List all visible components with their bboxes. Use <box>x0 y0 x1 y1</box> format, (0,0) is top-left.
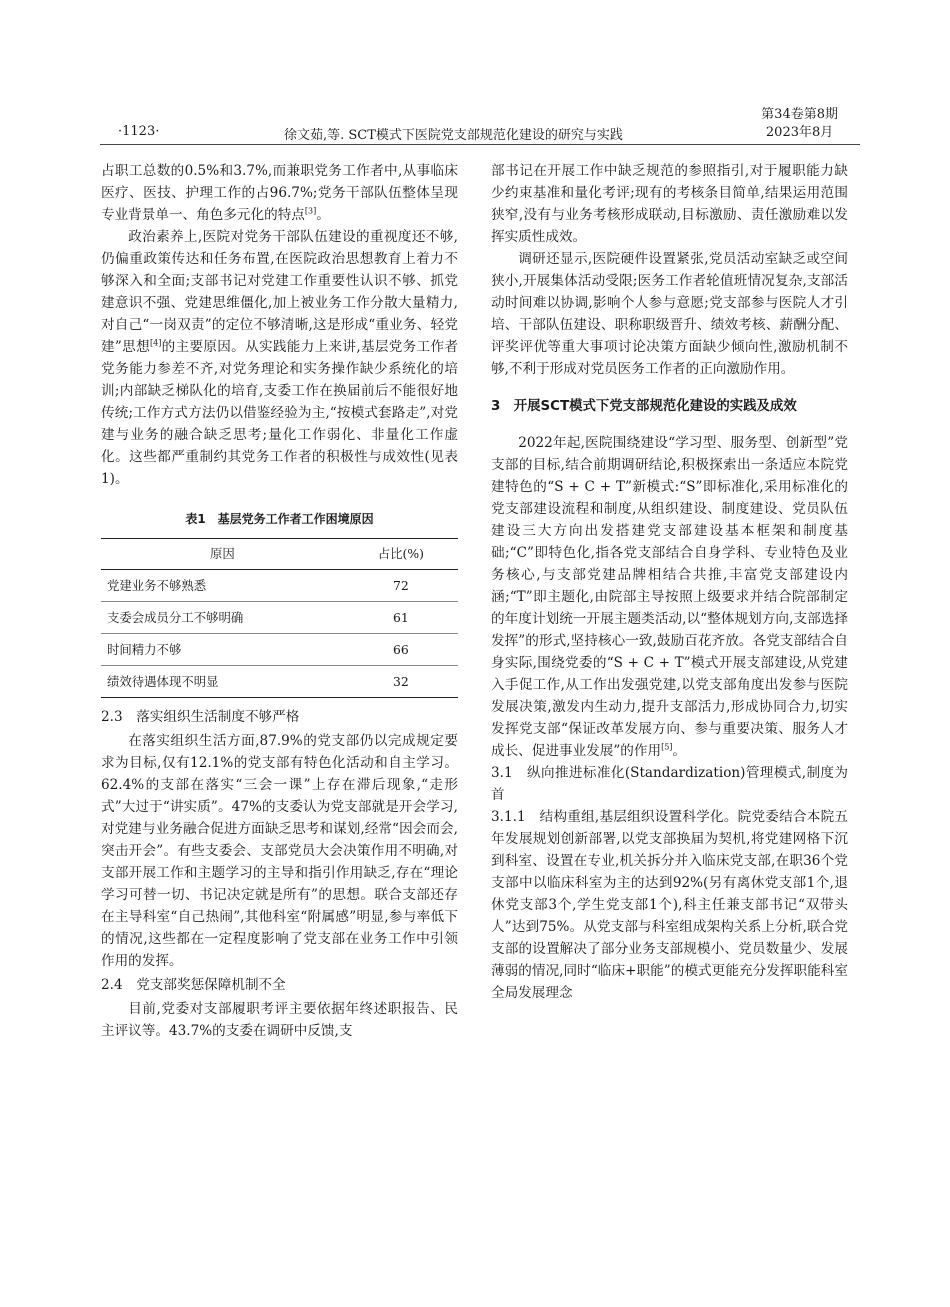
column-header: 原因 <box>101 539 344 570</box>
paragraph: 部书记在开展工作中缺乏规范的参照指引,对于履职能力缺少约束基准和量化考评;现有的考核条目简单,结果运用范围狭窄,没有与业务考核形成联动,目标激励、责任激励难以发挥实质性成效。 <box>491 163 848 245</box>
paragraph: 调研还显示,医院硬件设置紧张,党员活动室缺乏或空间狭小,开展集体活动受限;医务工作者轮值班情况复杂,支部活动时间难以协调,影响个人参与意愿;党支部参与医院人才引培、干部队伍建设、职称职级晋升、绩效考核、薪酬分配、评奖评优等重大事项讨论决策方面缺少倾向性,激励机制不够,不利于形成对党员医务工作者的正向激励作用。 <box>491 251 848 377</box>
running-header <box>100 104 860 145</box>
table-cell: 61 <box>344 602 458 634</box>
paragraph: 占职工总数的0.5%和3.7%,而兼职党务工作者中,从事临床医疗、医技、护理工作的占96.7%;党务干部队伍整体呈现专业背景单一、角色多元化的特点[3]。 <box>101 163 458 223</box>
table-row <box>101 634 458 666</box>
paragraph: 在落实组织生活方面,87.9%的党支部仍以完成规定要求为目标,仅有12.1%的党支部有特色化活动和自主学习。62.4%的支部在落实“三会一课”上存在滞后现象,“走形式”大过于“讲实质”。47%的支委认为党支部就是开会学习,对党建与业务融合促进方面缺乏思考和谋划,经常“因会而会,突击开会”。有些支委会、支部党员大会决策作用不明确,对支部开展工作和主题学习的主导和指引作用缺乏,存在“理论学习可替一切、书记决定就是所有”的思想。联合支部还存在主导科室“自己热闹”,其他科室“附属感”明显,参与率低下的情况,这些都在一定程度影响了党支部在业务工作中引领作用的发挥。 <box>101 733 458 969</box>
page-number: ·1123· <box>118 124 160 139</box>
running-title: 徐文茹,等. SCT模式下医院党支部规范化建设的研究与实践 <box>284 128 623 143</box>
subsection-heading: 3.1 纵向推进标准化(Standardization)管理模式,制度为首 <box>491 765 848 803</box>
table-caption: 表1 基层党务工作者工作困境原因 <box>185 512 374 526</box>
volume-info <box>761 106 838 142</box>
data-table <box>101 538 458 698</box>
table-cell: 党建业务不够熟悉 <box>101 570 344 602</box>
paragraph: 目前,党委对支部履职考评主要依据年终述职报告、民主评议等。43.7%的支委在调研中反馈,支 <box>101 1001 458 1039</box>
paragraph: 2022年起,医院围绕建设“学习型、服务型、创新型”党支部的目标,结合前期调研结论,积极探索出一条适应本院党建特色的“S + C + T”新模式:“S”即标准化,采用标准化的党支部建设流程和制度,从组织建设、制度建设、党员队伍建设三大方向出发搭建党支部建设基本框架和制度基础;“C”即特色化,指各党支部结合自身学科、专业特色及业务核心,与支部党建品牌相结合共推,丰富党支部建设内涵;“T”即主题化,由院部主导按照上级要求并结合院部制定的年度计划统一开展主题类活动,以“整体规划方向,支部选择发挥”的形式,坚持核心一致,鼓励百花齐放。各党支部结合自身实际,围绕党委的“S + C + T”模式开展支部建设,从党建入手促工作,从工作出发强党建,以党支部角度出发参与医院发展决策,激发内生动力,提升支部活力,形成协同合力,切实发挥党支部“保证改革发展方向、参与重要决策、服务人才成长、促进事业发展”的作用[5]。 <box>491 435 848 759</box>
table-cell: 绩效待遇体现不明显 <box>101 666 344 698</box>
table-row <box>101 570 458 602</box>
citation: [3] <box>304 206 317 216</box>
table-cell: 66 <box>344 634 458 666</box>
paragraph: 政治素养上,医院对党务干部队伍建设的重视度还不够,仍偏重政策传达和任务布置,在医院政治思想教育上着力不够深入和全面;支部书记对党建工作重要性认识不够、抓党建意识不强、党建思维僵化,加上被业务工作分散大量精力,对自己“一岗双责”的定位不够清晰,这是形成“重业务、轻党建”思想[4]的主要原因。从实践能力上来讲,基层党务工作者党务能力参差不齐,对党务理论和实务操作缺少系统化的培训;内部缺乏梯队化的培育,支委工作在换届前后不能很好地传统;工作方式方法仍以借鉴经验为主,“按模式套路走”,对党建与业务的融合缺乏思考;量化工作弱化、非量化工作虚化。这些都严重制约其党务工作者的积极性与成效性(见表1)。 <box>101 229 458 487</box>
subsection-heading: 2.3 落实组织生活制度不够严格 <box>101 709 300 725</box>
table-row <box>101 602 458 634</box>
table-cell: 支委会成员分工不够明确 <box>101 602 344 634</box>
table-cell: 时间精力不够 <box>101 634 344 666</box>
citation: [5] <box>661 742 673 752</box>
table-row <box>101 666 458 698</box>
left-column <box>101 160 458 1042</box>
volume-issue: 第34卷第8期 <box>761 107 838 122</box>
publication-date: 2023年8月 <box>765 125 834 140</box>
table-header-row <box>101 539 458 570</box>
table-cell: 32 <box>344 666 458 698</box>
subsection-heading: 2.4 党支部奖惩保障机制不全 <box>101 977 286 993</box>
column-header: 占比(%) <box>344 539 458 570</box>
paragraph: 3.1.1 结构重组,基层组织设置科学化。院党委结合本院五年发展规划创新部署,以党支部换届为契机,将党建网格下沉到科室、设置在专业,机关拆分并入临床党支部,在职36个党支部中以临床科室为主的达到92%(另有离休党支部1个,退休党支部3个,学生党支部1个),科主任兼支部书记“双带头人”达到75%。从党支部与科室组成架构关系上分析,联合党支部的设置解决了部分业务支部规模小、党员数量少、发展薄弱的情况,同时“临床+职能”的模式更能充分发挥职能科室全局发展理念 <box>491 809 848 1001</box>
citation: [4] <box>149 338 162 348</box>
section-heading: 3 开展SCT模式下党支部规范化建设的实践及成效 <box>491 399 797 414</box>
right-column <box>491 160 848 1004</box>
table-cell: 72 <box>344 570 458 602</box>
